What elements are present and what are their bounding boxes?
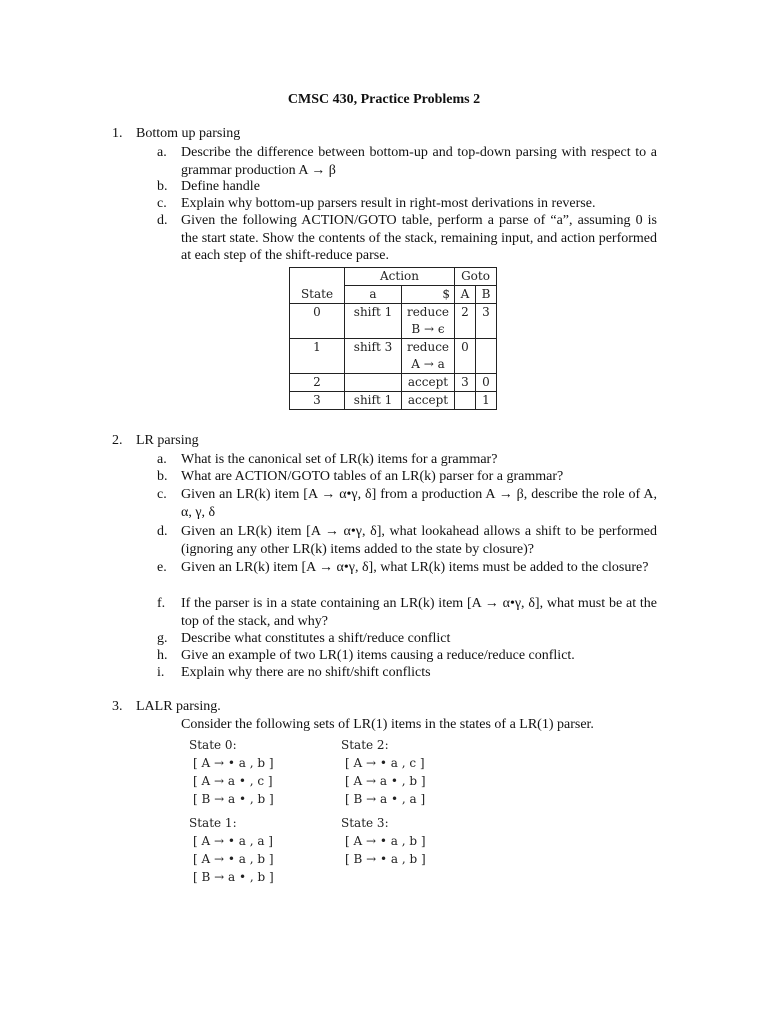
list-item — [157, 486, 657, 521]
list-item — [157, 559, 657, 577]
lr-item: [ B → • a , b ] — [345, 852, 426, 866]
list-item — [157, 451, 657, 469]
table-row — [290, 392, 497, 410]
state-block — [189, 814, 274, 886]
state-block — [189, 736, 274, 808]
table-cell-a: shift 3 — [345, 339, 402, 374]
list-item — [157, 468, 657, 486]
item-letter: i. — [157, 665, 165, 680]
table-cell-dollar: accept — [402, 392, 455, 410]
item-text: What are ACTION/GOTO tables of an LR(k) parser for a grammar? — [181, 469, 564, 484]
table-cell-goto-b: 3 — [476, 304, 497, 339]
section-3-intro: Consider the following sets of LR(1) items in the states of a LR(1) parser. — [181, 717, 594, 732]
table-cell-goto-b: 0 — [476, 374, 497, 392]
table-cell-goto-b: 1 — [476, 392, 497, 410]
section-2-heading — [112, 433, 199, 449]
item-text: Explain why bottom-up parsers result in right-most derivations in reverse. — [181, 196, 596, 211]
item-text: Describe the difference between bottom-up and top-down parsing with respect to a grammar production A → β — [181, 145, 657, 178]
section-heading: LALR parsing. — [136, 699, 221, 714]
list-item — [157, 647, 657, 665]
table-cell-dollar: accept — [402, 374, 455, 392]
table-cell-a: shift 1 — [345, 304, 402, 339]
item-text: Given an LR(k) item [A → α•γ, δ] from a production A → β, describe the role of A, α, γ, δ — [181, 487, 657, 520]
table-row — [290, 304, 497, 322]
table-header-dollar: $ — [402, 286, 455, 304]
item-text: Given an LR(k) item [A → α•γ, δ], what LR(k) items must be added to the closure? — [181, 560, 649, 575]
table-cell-goto-a: 0 — [455, 339, 476, 374]
lr-item: [ A → • a , c ] — [345, 756, 425, 770]
list-item — [157, 212, 657, 265]
list-item — [157, 523, 657, 558]
action-goto-table — [289, 267, 497, 410]
table-cell-dollar-cont: B → ϵ — [402, 321, 455, 339]
section-3-heading — [112, 699, 221, 715]
table-cell-dollar-cont: A → a — [402, 356, 455, 374]
table-cell-a: shift 1 — [345, 392, 402, 410]
lr-item: [ A → a • , b ] — [345, 774, 426, 788]
table-cell-state: 2 — [290, 374, 345, 392]
item-letter: e. — [157, 560, 167, 575]
list-item — [157, 595, 657, 630]
list-item — [157, 630, 657, 648]
table-header-state: State — [290, 268, 345, 304]
item-letter: d. — [157, 213, 168, 228]
section-number: 2. — [112, 433, 123, 448]
item-letter: g. — [157, 631, 168, 646]
section-heading: LR parsing — [136, 433, 199, 448]
table-row — [290, 374, 497, 392]
table-cell-dollar: reduce — [402, 304, 455, 322]
item-text: Define handle — [181, 179, 260, 194]
table-cell-dollar: reduce — [402, 339, 455, 357]
list-item — [157, 144, 657, 179]
state-label: State 2: — [341, 738, 389, 752]
table-cell-goto-b — [476, 339, 497, 374]
table-cell-goto-a: 3 — [455, 374, 476, 392]
state-block — [341, 814, 426, 868]
table-row — [290, 339, 497, 357]
page-title: CMSC 430, Practice Problems 2 — [287, 92, 481, 107]
item-letter: b. — [157, 469, 168, 484]
lr-item: [ A → • a , b ] — [345, 834, 426, 848]
lr-item: [ B → a • , b ] — [193, 792, 274, 806]
item-letter: c. — [157, 487, 167, 502]
table-header-a: a — [345, 286, 402, 304]
table-header-action: Action — [345, 268, 455, 286]
item-letter: f. — [157, 596, 166, 611]
table-header-goto: Goto — [455, 268, 497, 286]
item-text: Explain why there are no shift/shift conflicts — [181, 665, 431, 680]
section-1-heading — [112, 126, 240, 142]
item-text: If the parser is in a state containing an LR(k) item [A → α•γ, δ], what must be at the top of the stack, and why? — [181, 596, 657, 629]
lr-item: [ B → a • , a ] — [345, 792, 426, 806]
lr-item: [ A → a • , c ] — [193, 774, 273, 788]
section-number: 1. — [112, 126, 123, 141]
table-cell-state: 1 — [290, 339, 345, 374]
section-number: 3. — [112, 699, 123, 714]
table-cell-state: 0 — [290, 304, 345, 339]
item-text: What is the canonical set of LR(k) items for a grammar? — [181, 452, 498, 467]
lr-item: [ B → a • , b ] — [193, 870, 274, 884]
item-text: Describe what constitutes a shift/reduce conflict — [181, 631, 451, 646]
state-label: State 0: — [189, 738, 237, 752]
item-text: Give an example of two LR(1) items causing a reduce/reduce conflict. — [181, 648, 575, 663]
item-letter: a. — [157, 452, 167, 467]
list-item — [157, 195, 657, 213]
item-letter: b. — [157, 179, 168, 194]
item-letter: c. — [157, 196, 167, 211]
table-cell-a — [345, 374, 402, 392]
table-cell-goto-a — [455, 392, 476, 410]
section-heading: Bottom up parsing — [136, 126, 241, 141]
table-header-goto-b: B — [476, 286, 497, 304]
item-text: Given the following ACTION/GOTO table, perform a parse of “a”, assuming 0 is the start state. Show the contents of the stack, remaining input, and action performed at each step of the shift-reduce parse. — [181, 213, 657, 263]
lr-item: [ A → • a , b ] — [193, 852, 274, 866]
table-cell-state: 3 — [290, 392, 345, 410]
item-text: Given an LR(k) item [A → α•γ, δ], what lookahead allows a shift to be performed (ignoring any other LR(k) items added to the state by closure)? — [181, 524, 657, 557]
table-header-goto-a: A — [455, 286, 476, 304]
item-letter: h. — [157, 648, 168, 663]
list-item — [157, 664, 657, 682]
table-cell-goto-a: 2 — [455, 304, 476, 339]
lr-item: [ A → • a , b ] — [193, 756, 274, 770]
item-letter: d. — [157, 524, 168, 539]
state-block — [341, 736, 426, 808]
item-letter: a. — [157, 145, 167, 160]
lr-item: [ A → • a , a ] — [193, 834, 273, 848]
state-label: State 1: — [189, 816, 237, 830]
state-label: State 3: — [341, 816, 389, 830]
list-item — [157, 178, 657, 196]
